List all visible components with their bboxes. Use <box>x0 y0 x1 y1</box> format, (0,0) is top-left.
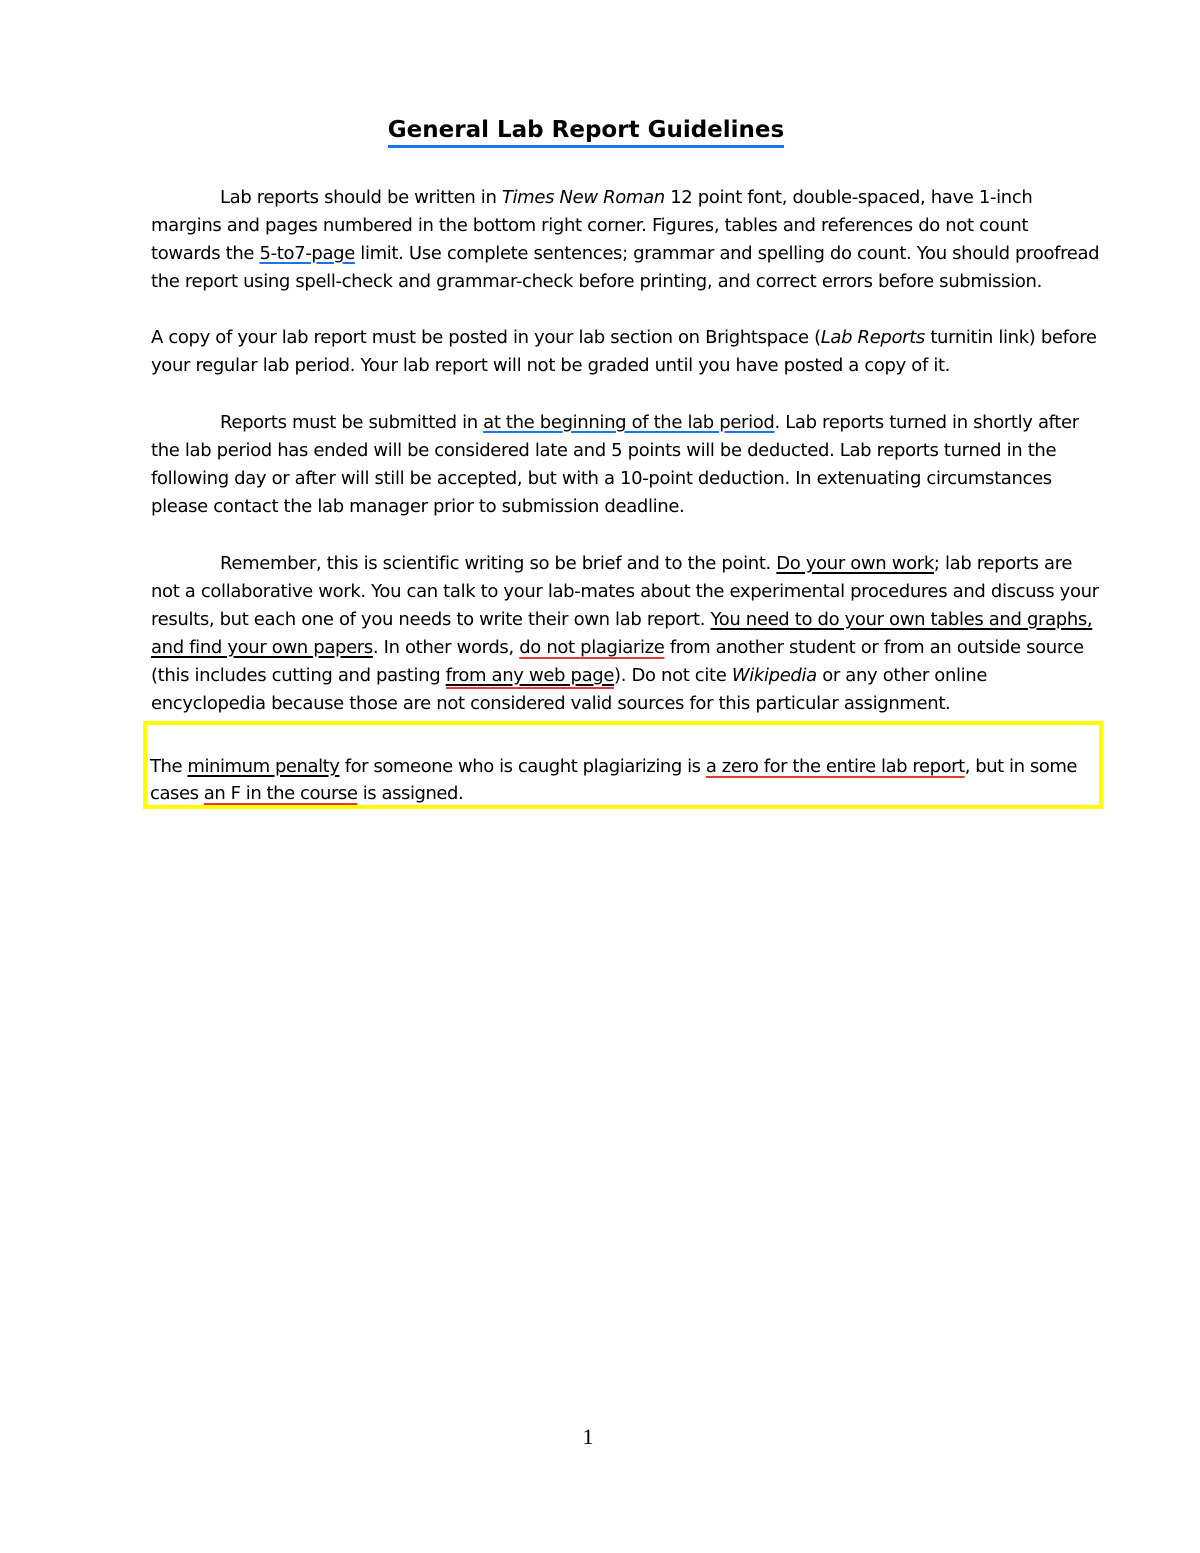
text-run: The <box>150 756 188 777</box>
text-run: is assigned. <box>357 783 464 804</box>
text-run: , but in some cases <box>150 756 1078 804</box>
wikipedia-word: Wikipedia <box>731 665 817 686</box>
text-run: ). Do not cite <box>614 665 732 686</box>
text-run: 12 point font, double-spaced, have 1-inch margins and pages numbered in the bottom right corner. Figures, tables and references do not count towards the <box>151 187 1033 264</box>
font-name: Times New Roman <box>501 187 665 208</box>
no-plagiarize-phrase: do not plagiarize <box>519 637 665 658</box>
paragraph-formatting <box>151 184 1101 296</box>
text-run: for someone who is caught plagiarizing is <box>339 756 706 777</box>
page-limit: 5-to7-page <box>259 243 355 264</box>
own-tables-phrase: You need to do your own tables and graphs, and find your own papers <box>151 609 1093 658</box>
f-in-course-phrase: an F in the course <box>203 783 358 804</box>
zero-grade-phrase: a zero for the entire lab report <box>705 756 965 777</box>
paragraph-penalty <box>150 753 1096 807</box>
text-run: Reports must be submitted in <box>220 412 484 433</box>
web-page-phrase: from any web page <box>446 665 614 689</box>
text-run: ; lab reports are not a collaborative work. You can talk to your lab-mates about the experimental procedures and discuss your results, but each one of you needs to write their own lab report. <box>151 553 1099 630</box>
paragraph-submission-posting <box>151 324 1101 380</box>
text-run: or any other online encyclopedia because those are not considered valid sources for this particular assignment. <box>151 665 988 714</box>
own-work-phrase: Do your own work <box>776 553 934 574</box>
minimum-penalty-phrase: minimum penalty <box>187 756 340 777</box>
text-run: A copy of your lab report must be posted in your lab section on Brightspace ( <box>151 327 821 348</box>
paragraph-deadline <box>151 409 1101 521</box>
paragraph-own-work <box>151 550 1101 718</box>
deadline-phrase: at the beginning of the lab period <box>483 412 775 433</box>
text-run: turnitin link) before your regular lab period. Your lab report will not be graded until you have posted a copy of it. <box>151 327 1097 376</box>
text-run: from another student or from an outside source (this includes cutting and pasting <box>151 637 1084 686</box>
page-number: 1 <box>582 1424 594 1449</box>
text-run: limit. Use complete sentences; grammar and spelling do count. You should proofread the report using spell-check and grammar-check before printing, and correct errors before submission. <box>151 243 1100 292</box>
page-title-text: General Lab Report Guidelines <box>388 117 784 147</box>
text-run: . Lab reports turned in shortly after the lab period has ended will be considered late and 5 points will be deducted. Lab reports turned in the following day or after will still be accepted, but with a 10-point deduction. In extenuating circumstances please contact the lab manager prior to submission deadline. <box>151 412 1079 517</box>
text-run: Remember, this is scientific writing so be brief and to the point. <box>220 553 777 574</box>
page-title <box>0 112 1172 148</box>
text-run: Lab reports should be written in <box>220 187 502 208</box>
text-run: . In other words, <box>372 637 520 658</box>
lab-reports-link-name: Lab Reports <box>820 327 925 348</box>
